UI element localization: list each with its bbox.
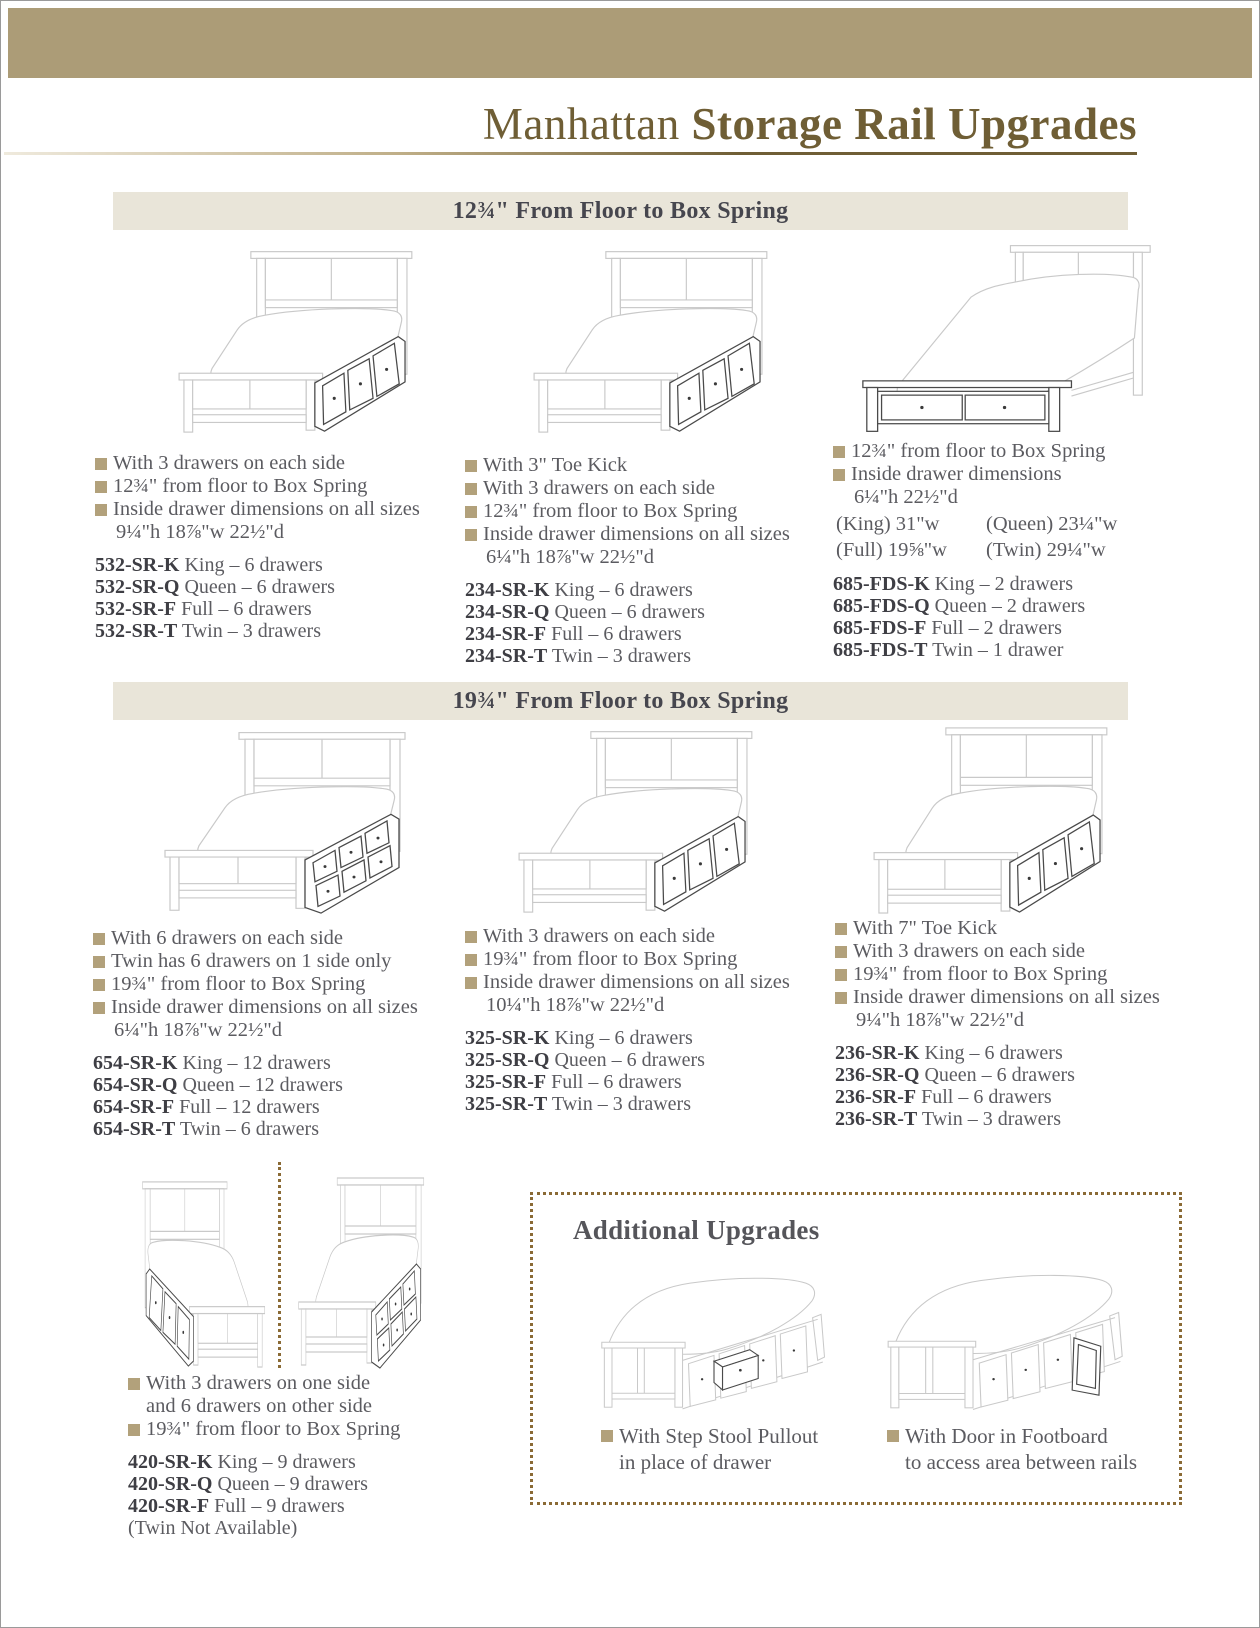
spec-bullet: Twin has 6 drawers on 1 side only: [93, 950, 468, 973]
bullet-square-icon: [93, 979, 105, 991]
model-list: [465, 579, 830, 667]
page-title: [483, 98, 1137, 150]
bullet-square-icon: [833, 469, 845, 481]
product-specs-654: [93, 927, 468, 1140]
model-row: 532-SR-F Full – 6 drawers: [95, 598, 312, 620]
bed-illustration-685: [855, 238, 1160, 438]
model-row: 234-SR-F Full – 6 drawers: [465, 623, 682, 645]
model-row: 325-SR-F Full – 6 drawers: [465, 1071, 682, 1093]
bed-illustration-325: [490, 722, 810, 915]
drawer-dimensions: 6¼"h 18⅞"w 22½"d: [114, 1019, 283, 1041]
bullet-square-icon: [835, 923, 847, 935]
split-view-divider: [278, 1162, 281, 1368]
bullet-square-icon: [835, 992, 847, 1004]
bed-illustration-236: [845, 718, 1165, 916]
spec-bullet: With 7" Toe Kick: [835, 917, 1215, 940]
product-specs-325: [465, 925, 835, 1115]
model-row: 685-FDS-T Twin – 1 drawer: [833, 639, 1064, 661]
spec-bullet: With 3 drawers on each side: [465, 477, 830, 500]
spec-bullet: With 6 drawers on each side: [93, 927, 468, 950]
model-row: 420-SR-F Full – 9 drawers: [128, 1495, 345, 1517]
bed-illustration-234: [505, 242, 825, 435]
twin-availability-note: (Twin Not Available): [128, 1517, 298, 1539]
model-row: 236-SR-T Twin – 3 drawers: [835, 1108, 1061, 1130]
model-row: 685-FDS-K King – 2 drawers: [833, 573, 1073, 595]
drawer-dimensions: 9¼"h 18⅞"w 22½"d: [116, 521, 285, 543]
model-row: 420-SR-K King – 9 drawers: [128, 1451, 356, 1473]
drawer-dimensions: 10¼"h 18⅞"w 22½"d: [486, 994, 665, 1016]
additional-upgrades-title: Additional Upgrades: [573, 1215, 820, 1245]
model-row: 236-SR-K King – 6 drawers: [835, 1042, 1063, 1064]
product-specs-685: [833, 440, 1173, 661]
bullet-square-icon: [833, 446, 845, 458]
drawer-dimensions: 6¼"h 18⅞"w 22½"d: [486, 546, 655, 568]
bed-illustration-420-right: [283, 1170, 455, 1370]
spec-bullet: With 3 drawers on each side: [835, 940, 1215, 963]
top-band: [8, 8, 1252, 78]
bullet-square-icon: [887, 1430, 899, 1442]
spec-bullet: 12¾" from floor to Box Spring: [95, 475, 460, 498]
spec-bullet: Inside drawer dimensions on all sizes: [465, 971, 835, 994]
model-row: 234-SR-K King – 6 drawers: [465, 579, 693, 601]
model-row: 532-SR-K King – 6 drawers: [95, 554, 323, 576]
spec-bullet: Inside drawer dimensions: [833, 463, 1173, 486]
bullet-square-icon: [128, 1378, 140, 1390]
model-row: 325-SR-Q Queen – 6 drawers: [465, 1049, 705, 1071]
model-row: 420-SR-Q Queen – 9 drawers: [128, 1473, 368, 1495]
model-row: 234-SR-Q Queen – 6 drawers: [465, 601, 705, 623]
bullet-square-icon: [95, 458, 107, 470]
bed-illustration-420-left: [112, 1172, 280, 1370]
model-row: 532-SR-T Twin – 3 drawers: [95, 620, 321, 642]
bullet-square-icon: [465, 460, 477, 472]
spec-bullet: 12¾" from floor to Box Spring: [465, 500, 830, 523]
bullet-square-icon: [93, 956, 105, 968]
spec-bullet: 12¾" from floor to Box Spring: [833, 440, 1173, 463]
size-width: (Full) 19⅝"w: [836, 539, 947, 561]
model-list: [835, 1042, 1215, 1130]
model-row: 654-SR-T Twin – 6 drawers: [93, 1118, 319, 1140]
bullet-square-icon: [128, 1424, 140, 1436]
bullet-square-icon: [835, 969, 847, 981]
spec-bullet: 19¾" from floor to Box Spring: [93, 973, 468, 996]
bed-illustration-532: [150, 242, 470, 435]
model-row: 654-SR-F Full – 12 drawers: [93, 1096, 320, 1118]
model-row: 654-SR-K King – 12 drawers: [93, 1052, 331, 1074]
model-row: 236-SR-F Full – 6 drawers: [835, 1086, 1052, 1108]
model-list: [128, 1451, 428, 1539]
spec-bullet: With 3 drawers on each side: [465, 925, 835, 948]
additional-upgrades-box: [530, 1192, 1182, 1505]
model-row: 654-SR-Q Queen – 12 drawers: [93, 1074, 343, 1096]
model-row: 234-SR-T Twin – 3 drawers: [465, 645, 691, 667]
spec-bullet: Inside drawer dimensions on all sizes: [465, 523, 830, 546]
drawer-dimensions: 6¼"h 22½"d: [854, 486, 958, 508]
bullet-square-icon: [93, 933, 105, 945]
page-title-regular: Manhattan: [482, 99, 680, 149]
bullet-square-icon: [93, 1002, 105, 1014]
upgrade-caption-footboard-door: With Door in Footboard to access area between rails: [887, 1423, 1157, 1475]
spec-bullet: Inside drawer dimensions on all sizes: [93, 996, 468, 1019]
section-heading-2: 19¾" From Floor to Box Spring: [113, 682, 1128, 720]
bullet-square-icon: [465, 977, 477, 989]
size-width: (Queen) 23¼"w: [986, 513, 1118, 535]
bed-illustration-654: [135, 725, 465, 915]
drawer-dimensions: 9¼"h 18⅞"w 22½"d: [856, 1009, 1025, 1031]
spec-bullet: 19¾" from floor to Box Spring: [128, 1418, 428, 1441]
product-specs-236: [835, 917, 1215, 1130]
page-title-bold: Storage Rail Upgrades: [691, 99, 1137, 149]
size-width: (Twin) 29¼"w: [986, 539, 1106, 561]
bullet-square-icon: [465, 506, 477, 518]
upgrade-caption-step-stool: With Step Stool Pullout in place of drawer: [601, 1423, 831, 1475]
spec-bullet: Inside drawer dimensions on all sizes: [835, 986, 1215, 1009]
spec-bullet: Inside drawer dimensions on all sizes: [95, 498, 460, 521]
bullet-square-icon: [95, 504, 107, 516]
product-specs-234: [465, 454, 830, 667]
bullet-square-icon: [465, 931, 477, 943]
model-row: 325-SR-K King – 6 drawers: [465, 1027, 693, 1049]
bullet-square-icon: [601, 1430, 613, 1442]
size-width: (King) 31"w: [836, 513, 940, 535]
spec-bullet: With 3 drawers on each side: [95, 452, 460, 475]
bed-illustration-footboard-door: [881, 1267, 1149, 1423]
spec-bullet: With 3" Toe Kick: [465, 454, 830, 477]
model-list: [95, 554, 460, 642]
bullet-square-icon: [95, 481, 107, 493]
section-heading-1: 12¾" From Floor to Box Spring: [113, 192, 1128, 230]
bed-illustration-step-stool: [595, 1270, 850, 1422]
model-list: [465, 1027, 835, 1115]
bullet-square-icon: [835, 946, 847, 958]
model-list: [833, 573, 1173, 661]
size-width-grid: [833, 511, 1173, 563]
product-specs-420: [128, 1372, 428, 1539]
spec-bullet: 19¾" from floor to Box Spring: [465, 948, 835, 971]
model-row: 685-FDS-Q Queen – 2 drawers: [833, 595, 1086, 617]
title-rule: [4, 152, 1137, 155]
bullet-square-icon: [465, 954, 477, 966]
model-row: 532-SR-Q Queen – 6 drawers: [95, 576, 335, 598]
spec-bullet: 19¾" from floor to Box Spring: [835, 963, 1215, 986]
model-row: 325-SR-T Twin – 3 drawers: [465, 1093, 691, 1115]
model-row: 236-SR-Q Queen – 6 drawers: [835, 1064, 1075, 1086]
model-row: 685-FDS-F Full – 2 drawers: [833, 617, 1062, 639]
bullet-square-icon: [465, 483, 477, 495]
model-list: [93, 1052, 468, 1140]
product-specs-532: [95, 452, 460, 642]
bullet-square-icon: [465, 529, 477, 541]
spec-bullet: With 3 drawers on one side and 6 drawers on other side: [128, 1372, 428, 1418]
